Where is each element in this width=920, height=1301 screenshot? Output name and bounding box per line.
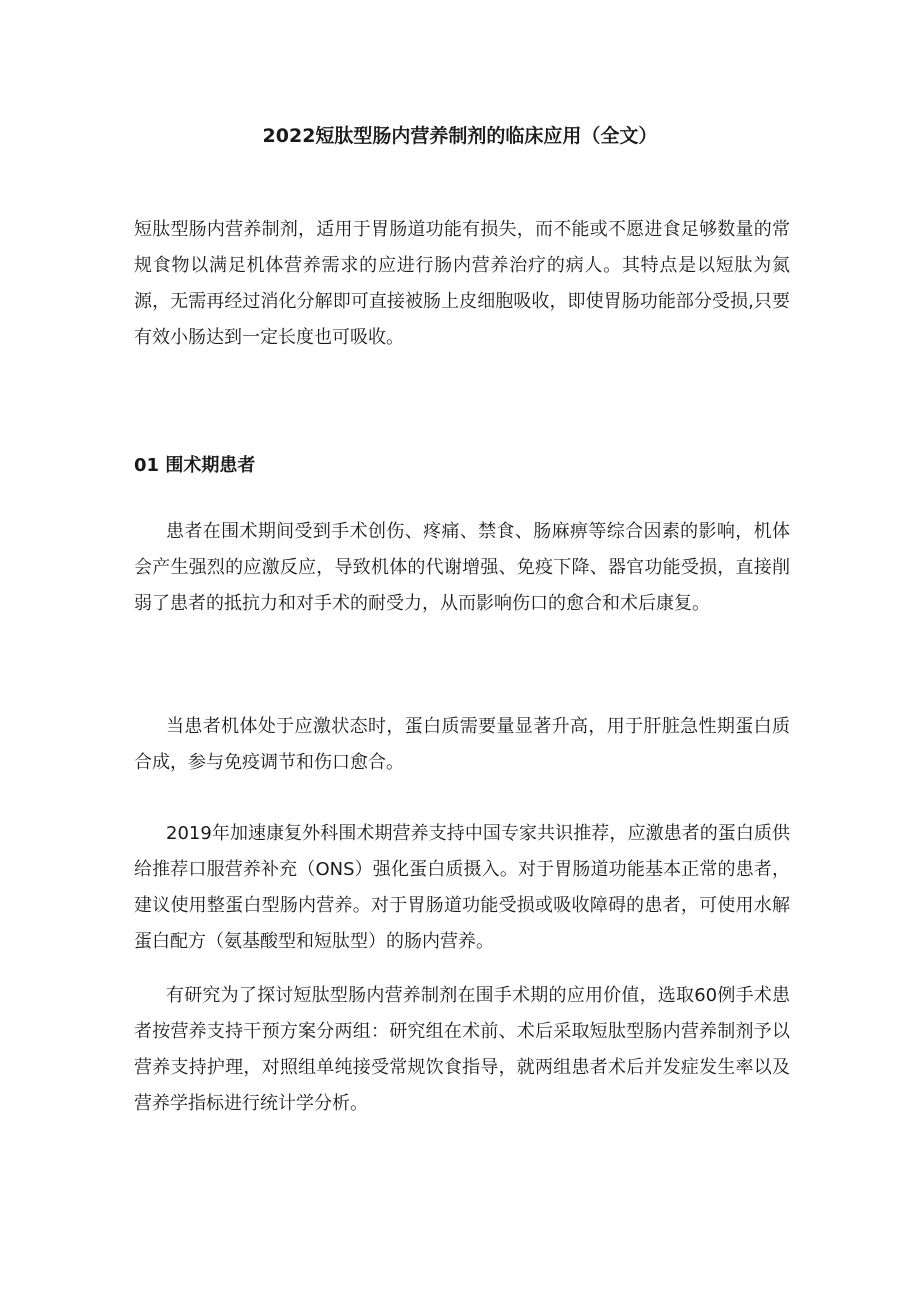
paragraph-research-study: 有研究为了探讨短肽型肠内营养制剂在围手术期的应用价值，选取60例手术患者按营养支持干预方案分两组：研究组在术前、术后采取短肽型肠内营养制剂予以营养支持护理，对照组单纯接受常规饮食指导，就两组患者术后并发症发生率以及营养学指标进行统计学分析。 (134, 985, 790, 1114)
paragraph-stress-response: 患者在围术期间受到手术创伤、疼痛、禁食、肠麻痹等综合因素的影响，机体会产生强烈的应激反应，导致机体的代谢增强、免疫下降、器官功能受损，直接削弱了患者的抵抗力和对手术的耐受力，从而影响伤口的愈合和术后康复。 (134, 521, 790, 614)
paragraph-expert-consensus: 2019年加速康复外科围术期营养支持中国专家共识推荐，应激患者的蛋白质供给推荐口服营养补充（ONS）强化蛋白质摄入。对于胃肠道功能基本正常的患者，建议使用整蛋白型肠内营养。对于胃肠道功能受损或吸收障碍的患者，可使用水解蛋白配方（氨基酸型和短肽型）的肠内营养。 (134, 823, 790, 952)
paragraph-protein-demand: 当患者机体处于应激状态时，蛋白质需要量显著升高，用于肝脏急性期蛋白质合成，参与免疫调节和伤口愈合。 (134, 716, 790, 773)
document-title: 2022短肽型肠内营养制剂的临床应用（全文） (262, 125, 658, 147)
section-heading-01: 01 围术期患者 (134, 455, 256, 476)
intro-paragraph: 短肽型肠内营养制剂，适用于胃肠道功能有损失，而不能或不愿进食足够数量的常规食物以满足机体营养需求的应进行肠内营养治疗的病人。其特点是以短肽为氮源，无需再经过消化分解即可直接被肠上皮细胞吸收，即使胃肠功能部分受损,只要有效小肠达到一定长度也可吸收。 (134, 219, 790, 348)
